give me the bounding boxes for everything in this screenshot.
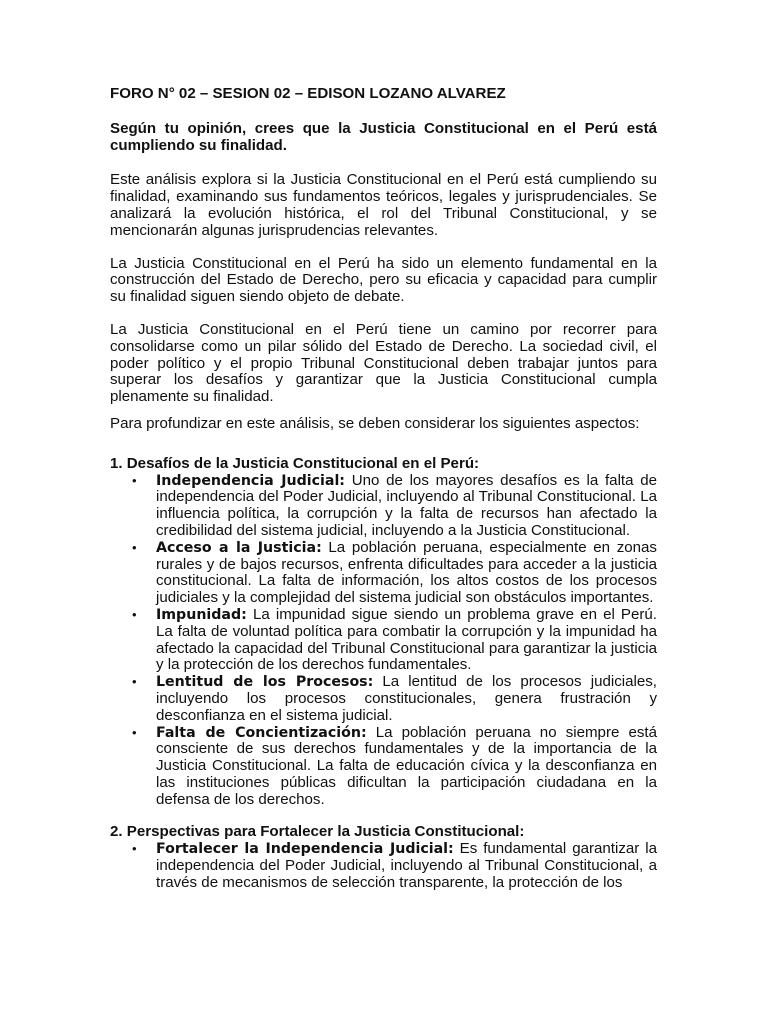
list-item-term: Acceso a la Justicia: (156, 539, 322, 556)
list-item (156, 540, 657, 607)
list-item-text: La impunidad sigue siendo un problema grave en el Perú. La falta de voluntad política para combatir la corrupción y la impunidad ha afectado la capacidad del Tribunal Constitucional para garantizar la justicia y la protección de los derechos fundamentales. (156, 605, 657, 674)
list-item-text: La población peruana no siempre está consciente de sus derechos fundamentales y de la importancia de la Justicia Constitucional. La falta de educación cívica y la desconfianza en las instituciones públicas dificultan la participación ciudadana en la defensa de los derechos. (156, 723, 657, 808)
section-challenges (110, 456, 657, 809)
perspectives-list (110, 841, 657, 891)
section-perspectives (110, 824, 657, 891)
list-item (156, 841, 657, 891)
list-item-text: Es fundamental garantizar la independencia del Poder Judicial, incluyendo al Tribunal Constitucional, a través de mecanismos de selección transparente, la protección de los (156, 840, 657, 891)
paragraph-intro: Este análisis explora si la Justicia Constitucional en el Perú está cumpliendo su finalidad, examinando sus fundamentos teóricos, legales y jurisprudenciales. Se analizará la evolución histórica, el rol del Tribunal Constitucional, y se mencionarán algunas jurisprudencias relevantes. (110, 171, 657, 239)
paragraph-conclusion: La Justicia Constitucional en el Perú tiene un camino por recorrer para consolidarse como un pilar sólido del Estado de Derecho. La sociedad civil, el poder político y el propio Tribunal Constitucional deben trabajar juntos para superar los desafíos y garantizar que la Justicia Constitucional cumpla plenamente su finalidad. (110, 320, 657, 406)
list-item (156, 473, 657, 540)
challenges-list (110, 473, 657, 809)
list-item-text: La población peruana, especialmente en zonas rurales y de bajos recursos, enfrenta dificultades para acceder a la justicia constitucional. La falta de información, los altos costos de los procesos judiciales y la complejidad del sistema judicial son obstáculos importantes. (156, 538, 657, 607)
paragraph-context: La Justicia Constitucional en el Perú ha sido un elemento fundamental en la construcción del Estado de Derecho, pero su eficacia y capacidad para cumplir su finalidad siguen siendo objeto de debate. (110, 254, 657, 306)
list-item-term: Impunidad: (156, 606, 247, 623)
section-heading: 1. Desafíos de la Justicia Constitucional en el Perú: (110, 454, 480, 472)
document-title: FORO N° 02 – SESION 02 – EDISON LOZANO ALVAREZ (110, 85, 506, 102)
list-item-term: Independencia Judicial: (156, 472, 345, 489)
list-item-text: La lentitud de los procesos judiciales, incluyendo los procesos constitucionales, genera frustración y desconfianza en el sistema judicial. (156, 673, 657, 724)
list-item (156, 725, 657, 809)
list-item (156, 674, 657, 724)
list-item-text: Uno de los mayores desafíos es la falta de independencia del Poder Judicial, incluyendo al Tribunal Constitucional. La influencia política, la corrupción y la falta de recursos han afectado la credibilidad del sistema judicial, incluyendo a la Justicia Constitucional. (156, 471, 657, 539)
paragraph-aspects: Para profundizar en este análisis, se deben considerar los siguientes aspectos: (110, 414, 640, 432)
list-item (156, 607, 657, 674)
list-item-term: Fortalecer la Independencia Judicial: (156, 841, 454, 858)
list-item-term: Falta de Concientización: (156, 724, 367, 741)
section-heading: 2. Perspectivas para Fortalecer la Justicia Constitucional: (110, 823, 525, 841)
document-body (110, 86, 657, 902)
list-item-term: Lentitud de los Procesos: (156, 674, 374, 691)
forum-question: Según tu opinión, crees que la Justicia Constitucional en el Perú está cumpliendo su finalidad. (110, 119, 657, 154)
